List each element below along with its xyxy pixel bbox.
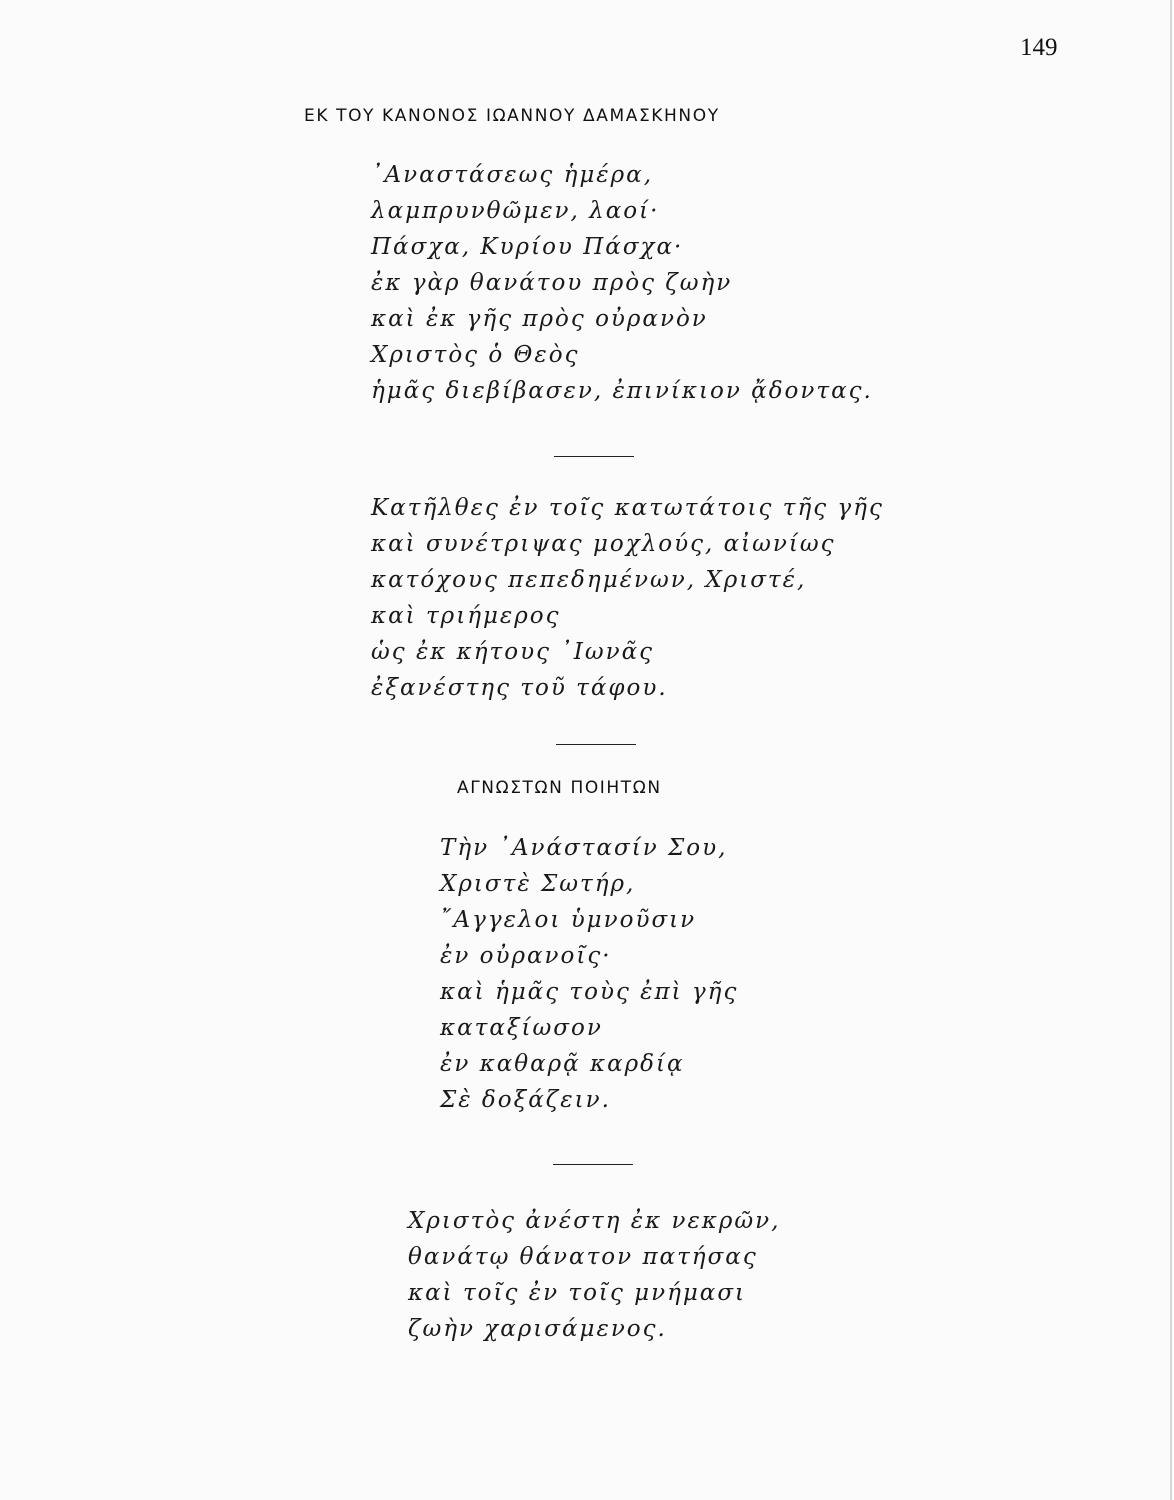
- verse-line: ἐξανέστης τοῦ τάφου.: [371, 675, 668, 701]
- verse-line: θανάτῳ θάνατον πατήσας: [408, 1244, 758, 1270]
- verse-line: Χριστὲ Σωτήρ,: [440, 871, 636, 897]
- verse-line: Χριστὸς ὁ Θεὸς: [371, 342, 580, 368]
- verse-line: καὶ ἐκ γῆς πρὸς οὐρανὸν: [371, 306, 708, 332]
- verse-line: ἐν καθαρᾷ καρδίᾳ: [440, 1051, 685, 1077]
- verse-line: Πάσχα, Κυρίου Πάσχα·: [371, 234, 684, 260]
- verse-line: ῎Αγγελοι ὑμνοῦσιν: [440, 907, 697, 933]
- stanza-descent: [371, 490, 884, 706]
- verse-line: ἐκ γὰρ θανάτου πρὸς ζωὴν: [371, 270, 733, 296]
- stanza-resurrection-day: [371, 157, 873, 409]
- page-number: 149: [1020, 34, 1058, 61]
- section-divider: [553, 1164, 633, 1165]
- section-heading-john-damascene: ΕΚ ΤΟΥ ΚΑΝΟΝΟΣ ΙΩΑΝΝΟΥ ΔΑΜΑΣΚΗΝΟΥ: [304, 106, 720, 126]
- verse-line: λαμπρυνθῶμεν, λαοί·: [371, 198, 660, 224]
- verse-line: καὶ τοῖς ἐν τοῖς μνήμασι: [408, 1280, 747, 1306]
- section-divider: [554, 456, 634, 457]
- verse-line: Κατῆλθες ἐν τοῖς κατωτάτοις τῆς γῆς: [371, 495, 884, 521]
- page-edge: [1170, 0, 1172, 1500]
- verse-line: Χριστὸς ἀνέστη ἐκ νεκρῶν,: [408, 1208, 781, 1234]
- verse-line: Τὴν ᾿Ανάστασίν Σου,: [440, 835, 728, 861]
- verse-line: ὡς ἐκ κήτους ᾿Ιωνᾶς: [371, 639, 655, 665]
- stanza-christ-is-risen: [408, 1203, 780, 1347]
- verse-line: ζωὴν χαρισάμενος.: [408, 1316, 667, 1342]
- verse-line: Σὲ δοξάζειν.: [440, 1087, 611, 1113]
- verse-line: ἐν οὐρανοῖς·: [440, 943, 612, 969]
- verse-line: καὶ ἡμᾶς τοὺς ἐπὶ γῆς: [440, 979, 739, 1005]
- verse-line: καὶ συνέτριψας μοχλούς, αἰωνίως: [371, 531, 836, 557]
- section-divider: [556, 744, 636, 745]
- verse-line: κατόχους πεπεδημένων, Χριστέ,: [371, 567, 807, 593]
- section-heading-unknown-poets: ΑΓΝΩΣΤΩΝ ΠΟΙΗΤΩΝ: [457, 778, 662, 798]
- verse-line: καὶ τριήμερος: [371, 603, 561, 629]
- verse-line: ᾿Αναστάσεως ἡμέρα,: [371, 162, 654, 188]
- verse-line: καταξίωσον: [440, 1015, 603, 1041]
- stanza-resurrection-hymn: [440, 830, 738, 1118]
- verse-line: ἡμᾶς διεβίβασεν, ἐπινίκιον ᾄδοντας.: [371, 378, 873, 404]
